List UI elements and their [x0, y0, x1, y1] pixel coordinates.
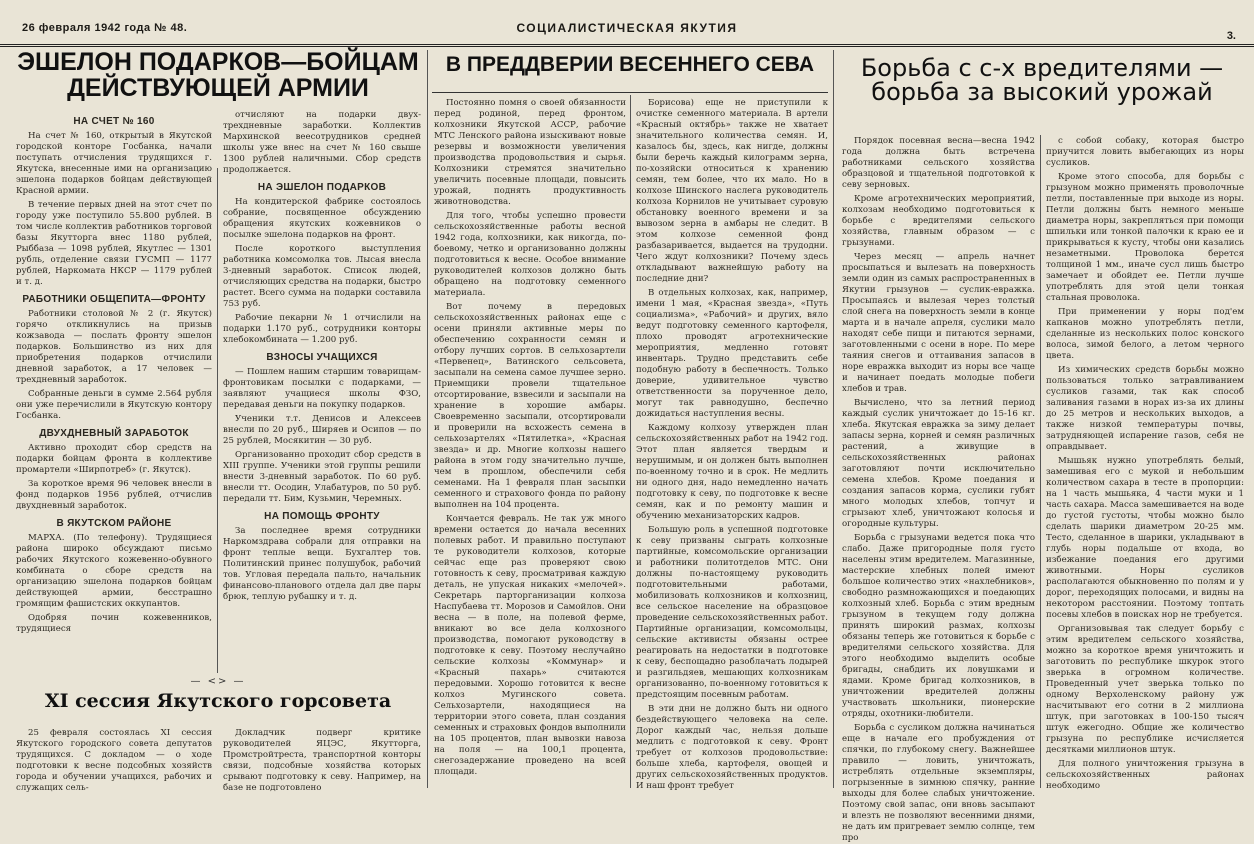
paragraph: Активно проходит сбор средств на подарки бойцам фронта в коллективе промартели «Ширпотреб» (г. Якутск). [16, 443, 212, 475]
article-title: XI сессия Якутского горсовета [44, 690, 392, 712]
paragraph: Борьба с грызунами ведется пока что слабо. Даже пригородные поля густо населены этим вредителем. Магазинные, мастерские хлебных полей имеют большое количество этих «нахлебников», свободно размножающихся и поедающих колхозный хлеб. Борьба с этим вредным грызуном в текущем году должна принять широкий размах, колхозы обязаны теперь же готовиться к борьбе с вредителями сельского хозяйства. Для этого необходимо выделить особые бригады, снабдить их ловушками и ядами. Кроме бригад колхозников, в уничтожении вредителей должны участвовать школьники, пионерские отряды, охотники-любители. [842, 533, 1035, 719]
section-heading: РАБОТНИКИ ОБЩЕПИТА—ФРОНТУ [22, 294, 206, 305]
issue-date: 26 февраля 1942 года № 48. [22, 22, 188, 34]
paragraph: Для того, чтобы успешно провести сельскохозяйственные работы весной 1942 года, колхозники, как никогда, по-боевому, четко и организованно должны подготовиться к весне. Особое внимание руководителей колхозов должно быть обращено на подготовку семенного материала. [434, 211, 626, 298]
column-divider [630, 95, 631, 788]
article-echelon-column-1 [16, 110, 212, 672]
paragraph: Вот почему в передовых сельскохозяйственных районах еще с осени приняли активные меры по обеспечению сохранности семян и отбору лучших сортов. В сельхозартели «Первенец», Ватинского сельсовета, засыпали на семена самое лучшее зерно. Приемщики провели тщательное отсортирование, взвесили и засыпали на хранение в хорошие амбары. Своевременно засыпали, отсортировали и проверили на всхожесть семена в сельхозартелях «Пятилетка», «Красная звезда» и др. Многие колхозы нашего района в этом году значительно лучше, чем в прошлом, обеспечили себя семенами. На 1 февраля план засыпки семенного и страхового фонда по району выполнен на 104 процента. [434, 302, 626, 510]
section-heading: ВЗНОСЫ УЧАЩИХСЯ [266, 352, 378, 363]
paragraph: Кончается февраль. Не так уж много времени остается до начала весенних полевых работ. И правильно поступают те руководители колхозов, которые сейчас еще раз проверяют свою готовность к севу, просматривая каждую деталь, не упуская никаких «мелочей». Секретарь парторганизации колхоза Наспубаева тт. Морозов и Самойлов. Они весна — в поле, на полевой ферме, вникают во все дела колхозного производства, помогают руководству в подготовке к севу. Поэтому неслучайно сельские колхозы «Коммунар» и «Красный пахарь» считаются передовыми. Хорошо готовится к весне колхоз Мугинского совета. Сельхозартели, находящиеся на территории этого совета, план создания семенных и страховых фондов выполнили на 105 процентов, план вывозки навоза на поля — на 100,1 процента, снегозадержание проведено на всей площади. [434, 514, 626, 777]
paragraph: На счет № 160, открытый в Якутской городской конторе Госбанка, начали поступать отчисления трудящихся г. Якутска, внесенные ими на организацию эшелона подарков бойцам действующей Красной армии. [16, 131, 212, 196]
article-title: ЭШЕЛОН ПОДАРКОВ—БОЙЦАМ ДЕЙСТВУЮЩЕЙ АРМИИ [17, 48, 419, 102]
paragraph: В отдельных колхозах, как, например, имени 1 мая, «Красная звезда», «Путь социализма», «Рабочий» и других, вяло ведут подготовку семенного картофеля, плохо проводят агротехнические мероприятия, медленно готовят инвентарь. Трудно представить себе подобную работу в беспечность. Только доверие, удивительное чувство ответственности за порученное дело, могут так равнодушно, беспечно дожидаться наступления весны. [636, 288, 828, 419]
paragraph: Кроме агротехнических мероприятий, колхозам необходимо подготовиться к борьбе с вредителями сельского хозяйства, главным образом — с грызунами. [842, 194, 1035, 248]
paragraph: На кондитерской фабрике состоялось собрание, посвященное обсуждению обращения якутских кожевников о посылке эшелона подарков на фронт. [223, 197, 421, 240]
paper-name: СОЦИАЛИСТИЧЕСКАЯ ЯКУТИЯ [516, 21, 738, 35]
paragraph: Работники столовой № 2 (г. Якутск) горячо откликнулись на призыв кожзавода — послать фронту эшелон подарков. Большинство из них для приобретения подарков отчислили дневной заработок, а 17 человек — трехдневный заработок. [16, 309, 212, 385]
column-divider [427, 50, 428, 788]
article-echelon-column-2 [223, 110, 421, 672]
paragraph: Организованно проходит сбор средств в XIII группе. Ученики этой группы решили внести 3-дневный заработок. По 60 руб. внесли тт. Осодин, Улабатуров, по 50 руб. передали тт. Бим, Кузьмин, Черемных. [223, 450, 421, 504]
article-echelon-header [14, 50, 422, 108]
article-title: Борьба с с-х вредителями — борьба за высокий урожай [860, 54, 1224, 107]
paragraph: В течение первых дней на этот счет по городу уже поступило 55.800 рублей. В том числе коллектив работников торговой базы Якутторга внес 1180 рублей, Рыббаза — 1098 рублей, Якутлес — 1301 рубль, отделение связи ГУСМП — 1177 рублей, Наркомата НКСР — 1179 рублей и т. д. [16, 200, 212, 287]
article-sowing-column-2 [636, 98, 828, 791]
column-divider [1040, 135, 1041, 788]
article-session-column-2 [223, 728, 421, 793]
masthead [0, 18, 1254, 47]
column-divider [833, 50, 834, 788]
paragraph: с собой собаку, которая быстро приучится ловить выбегающих из норы сусликов. [1046, 136, 1244, 168]
rule [432, 92, 828, 93]
paragraph: При применении у норы под'ем капканов можно употреблять петли, сделанные из нескольких полос конского волоса, зимой белого, а летом черного цвета. [1046, 307, 1244, 361]
paragraph: Вычислено, что за летний период каждый суслик уничтожает до 15-16 кг. хлеба. Якутская евражка за зиму делает запасы зерна, корней и семян различных растений, а живущие в сельскохозяйственных районах заготовляют почти исключительно семена хлебов. Кроме поедания и создания запасов корма, суслики губят много молодых хлебов, топчут и сгрызают хлеб, уничтожают колосья и огородные культуры. [842, 398, 1035, 529]
paragraph: Докладчик подверг критике руководителей ЯЦЭС, Якутторга, Промстройтреста, транспортной конторы связи, подсобные хозяйства которых срывают подготовку к севу. Например, на базе не подготовлено [223, 728, 421, 793]
paragraph: Ученики т.т. Денисов и Алексеев внесли по 20 руб., Ширяев и Осипов — по 25 рублей, Мосякитин — 30 руб. [223, 414, 421, 446]
paragraph: Через месяц — апрель начнет просыпаться и вылезать на поверхность земли один из самых распространенных в Якутии грызунов — суслик-евражка. Просыпаясь и вылезая через толстый слой снега на поверхность земли в конце марта и в начале апреля, суслики мало находят себе пищи и питаются зернами, заготовленными с осени в норе. По мере таяния снегов и оттаивания запасов в норе евражка выходит из норы все чаще и начинает поедать молодые побеги хлебов и трав. [842, 252, 1035, 394]
paragraph: Одобряя почин кожевенников, трудящиеся [16, 613, 212, 634]
section-heading: НА ЭШЕЛОН ПОДАРКОВ [257, 182, 387, 193]
article-pests-column-2 [1046, 136, 1244, 791]
column-divider [217, 168, 218, 673]
article-session-column-1 [16, 728, 212, 793]
paragraph: Организовывая так следует борьбу с этим вредителем сельского хозяйства, можно за короткое время уничтожить и заготовить по республике шкурок этого зверька в огромном количестве. Проведенный учет зверька только по одному Верхоленскому району уж насчитывают его сотни в 2 миллиона штук, при заготовках в 100-150 тысяч штук ежегодно. Общие же количество грызуна по республике исчисляется десятками миллионов штук. [1046, 624, 1244, 755]
paragraph: — Пошлем нашим старшим товарищам-фронтовикам посылки с подарками, — заявляют учащиеся школы ФЗО, передавая деньги на покупку подарков. [223, 367, 421, 410]
paragraph: Для полного уничтожения грызуна в сельскохозяйственных районах необходимо [1046, 759, 1244, 791]
article-session-header [14, 692, 422, 724]
paragraph: После короткого выступления работника комсомолка тов. Лысая внесла 3-дневный заработок. Список людей, отчисляющих средства на подарки, быстро растет. Всего сумма на подарки составила 753 руб. [223, 244, 421, 309]
paragraph: Большую роль в успешной подготовке к севу призваны сыграть колхозные партийные, комсомольские организации и работники политотделов МТС. Они должны по-настоящему руководить подготовительными работами, мобилизовать колхозников и колхозниц, все сельское население на образцовое проведение сельскохозяйственных работ. Партийные организации, комсомольцы, сельские активисты обязаны острее реагировать на недостатки в подготовке к севу, беспощадно разоблачать лодырей и разгильдяев, мешающих колхозникам организованно, по-военному готовиться к предстоящим посевным работам. [636, 525, 828, 700]
paragraph: отчисляют на подарки двух-трехдневные заработки. Коллектив Мархинской веесотрудников средней школы уже внес на счет № 160 свыше 1300 рублей наличными. Сбор средств продолжается. [223, 110, 421, 175]
paragraph: МАРХА. (По телефону). Трудящиеся района широко обсуждают письмо рабочих Якутского кожевенно-обувного комбината о сборе средств на организацию эшелона подарков бойцам действующей армии, бесстрашно громящим фашистских оккупантов. [16, 533, 212, 609]
paragraph: Собранные деньги в сумме 2.564 рубля они уже перечислили в Якутскую контору Госбанка. [16, 389, 212, 421]
article-pests-column-1 [842, 136, 1035, 843]
paragraph: В эти дни не должно быть ни одного бездействующего человека на селе. Дорог каждый час, нельзя дольше медлить с подготовкой к севу. Фронт требует от колхозов продовольствие: больше хлеба, картофеля, овощей и других сельскохозяйственных продуктов. И наш фронт требует [636, 704, 828, 791]
paragraph: За короткое время 96 человек внесли в фонд подарков 1956 рублей, отчислив двухдневный заработок. [16, 479, 212, 511]
paragraph: Рабочие пекарни № 1 отчислили на подарки 1.170 руб., сотрудники конторы хлебокомбината — 1.200 руб. [223, 313, 421, 345]
ornament-divider: — <> — [190, 676, 246, 687]
paragraph: Порядок посевная весна—весна 1942 года должна быть встречена работниками сельского хозяйства образцовой и тщательной подготовкой к севу зерновых. [842, 136, 1035, 190]
page-number: 3. [1226, 30, 1236, 42]
paragraph: Мышьяк нужно употреблять белый, замешивая его с мукой и небольшим количеством сахара в тесте в пропорции: на 1 часть мышьяка, 4 части муки и 1 часть сахара. Масса замешивается на воде до густой густоты, чтобы можно было сделать шарики диаметром 20-25 мм. Тесто, сделанное в шарики, укладывают в глубь норы подальше от входа, во избежание поедания его другими животными. Норы сусликов располагаются обыкновенно по полям и у дорог, переходящих полосами, и видны на некотором расстоянии. Поэтому топтать посевы хлебов в поисках нор не требуется. [1046, 456, 1244, 620]
paragraph: Кроме этого способа, для борьбы с грызуном можно применять проволочные петли, поставленные при выходе из норы. Петли должны быть немного меньше диаметра норы, закрепляться при помощи шпильки или тонкой палочки к краю ее и прикрываться к кусту, чтобы они казались незаметными. Проволока берется толщиной 1 мм., иначе сусл лишь быстро замечает и обойдет ее. Петли лучше употреблять для этой цели тонкая стальная проволока. [1046, 172, 1244, 303]
paragraph: За последнее время сотрудники Наркомздрава собрали для отправки на фронт теплые вещи. Бухгалтер тов. Политинский принес полушубок, рабочий тов. Угловая передала пальто, начальник финансово-планового отдела дал две пары брюк, теплую рубашку и т. д. [223, 526, 421, 602]
section-heading: В ЯКУТСКОМ РАЙОНЕ [56, 518, 172, 529]
paragraph: 25 февраля состоялась XI сессия Якутского городского совета депутатов трудящихся. С докладом — о ходе подготовки к весне подсобных хозяйств города и обучении учащихся, рабочих и служащих сель- [16, 728, 212, 793]
section-heading: ДВУХДНЕВНЫЙ ЗАРАБОТОК [39, 428, 189, 439]
section-heading: НА СЧЕТ № 160 [73, 116, 155, 127]
paragraph: Из химических средств борьбы можно пользоваться только затравливанием сусликов газами, так как способ заливания газами в норах из-за их длины до 25 метров и нескольких выходов, а также низкой температуры почвы, затрудняющей испарение газов, себя не оправдывает. [1046, 365, 1244, 452]
article-title: В ПРЕДДВЕРИИ ВЕСЕННЕГО СЕВА [445, 53, 815, 76]
article-sowing-column-1 [434, 98, 626, 788]
paragraph: Борьба с сусликом должна начинаться еще в начале его пробуждения от спячки, по глубокому снегу. Важнейшее правило — ловить, уничтожать, истреблять отдельные экземпляры, погрызенные в зимнюю спячку, ранние выходы для более слабых уничтожение. Поэтому свой запас, они вновь засыпают и влезть не позволяют весенними днями, не дать им пригревает землю солнце, тем про [842, 723, 1035, 843]
article-pests-header [840, 56, 1244, 132]
paragraph: Борисова) еще не приступили к очистке семенного материала. В артели «Красный октябрь» также не хватает значительного количества семян. И, казалось бы, здесь, как нигде, должны были беречь каждый килограмм зерна, по-хозяйски относиться к хранению семян, тем более, что их мало. Но в колхозе Шинского наслега руководитель колхоза Корнилов не учитывает суровую обстановку военного времени и за вывозом зерна в амбары не следит. В этом колхозе семенной фонд разбазаривается, выдается на трудодни. Чего ждут колхозники? Почему здесь откладывают важнейшую работу на последние дни? [636, 98, 828, 284]
paragraph: Каждому колхозу утвержден план сельскохозяйственных работ на 1942 год. Этот план является твердым и нерушимым, и он должен быть выполнен по-военному точно и в срок. Не медлить ни одного дня, надо немедленно начать подготовку к севу, по подготовке к весне семян, как и по ремонту машин и обучению механизаторских кадров. [636, 423, 828, 521]
article-sowing-header [432, 54, 828, 90]
paragraph: Постоянно помня о своей обязанности перед родиной, перед фронтом, колхозники Якутской АССР, рабочие МТС Ленского района изыскивают новые резервы и возможности увеличения производства продовольствия и сырья. Колхозники стремятся значительно увеличить посевные площади, повысить урожай, поднять продуктивность животноводства. [434, 98, 626, 207]
section-heading: НА ПОМОЩЬ ФРОНТУ [264, 511, 380, 522]
